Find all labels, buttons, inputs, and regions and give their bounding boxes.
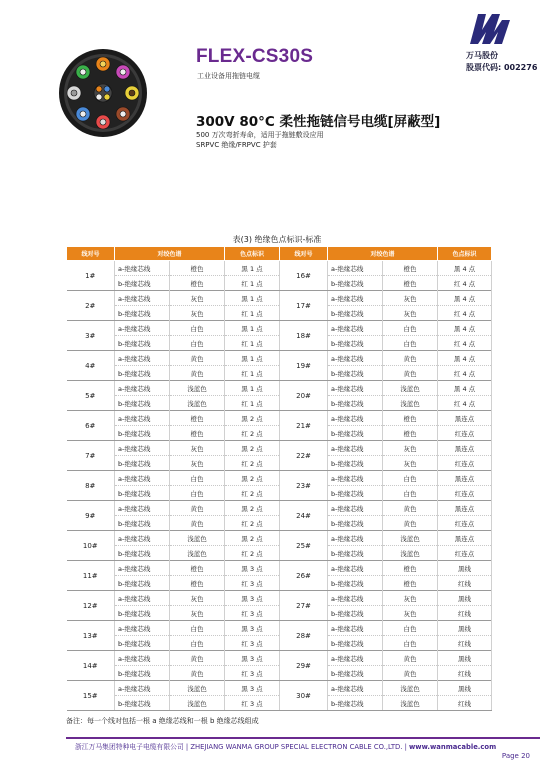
pair-number: 23# xyxy=(280,471,328,501)
table-header-row xyxy=(67,247,492,261)
table-row xyxy=(67,666,492,681)
dot-mark: 黑连点 xyxy=(438,471,492,486)
dot-mark: 红 3 点 xyxy=(225,636,280,651)
dot-mark: 黑线 xyxy=(438,561,492,576)
dot-mark: 黑 2 点 xyxy=(225,441,280,456)
dot-mark: 黑 4 点 xyxy=(438,291,492,306)
table-row xyxy=(67,591,492,606)
wire-name: a-绝缘芯线 xyxy=(115,351,170,366)
wire-name: a-绝缘芯线 xyxy=(328,621,383,636)
dot-mark: 红 3 点 xyxy=(225,666,280,681)
wire-name: a-绝缘芯线 xyxy=(328,681,383,696)
dot-mark: 红线 xyxy=(438,696,492,711)
table-row xyxy=(67,261,492,276)
wire-name: b-绝缘芯线 xyxy=(328,486,383,501)
wire-color: 白色 xyxy=(170,336,225,351)
wire-color: 浅蓝色 xyxy=(170,681,225,696)
table-row xyxy=(67,306,492,321)
dot-mark: 黑 4 点 xyxy=(438,261,492,276)
wire-name: a-绝缘芯线 xyxy=(115,291,170,306)
pair-number: 18# xyxy=(280,321,328,351)
dot-mark: 黑 2 点 xyxy=(225,411,280,426)
wire-name: b-绝缘芯线 xyxy=(115,456,170,471)
wire-color: 橙色 xyxy=(383,411,438,426)
wire-color: 橙色 xyxy=(170,561,225,576)
wire-color: 黄色 xyxy=(383,501,438,516)
wire-color: 白色 xyxy=(383,336,438,351)
pair-number: 30# xyxy=(280,681,328,711)
wire-color: 橙色 xyxy=(170,426,225,441)
wire-name: b-绝缘芯线 xyxy=(328,576,383,591)
table-row xyxy=(67,651,492,666)
dot-mark: 黑 3 点 xyxy=(225,561,280,576)
dot-mark: 红 1 点 xyxy=(225,336,280,351)
wire-name: b-绝缘芯线 xyxy=(115,306,170,321)
wire-color: 白色 xyxy=(383,471,438,486)
table-note: 备注：每一个线对包括一根 a 绝缘芯线和一根 b 绝缘芯线组成 xyxy=(66,717,259,725)
dot-mark: 红连点 xyxy=(438,456,492,471)
dot-mark: 黑连点 xyxy=(438,411,492,426)
dot-mark: 红 3 点 xyxy=(225,576,280,591)
dot-mark: 红 4 点 xyxy=(438,276,492,291)
pair-number: 12# xyxy=(67,591,115,621)
pair-number: 13# xyxy=(67,621,115,651)
wire-name: b-绝缘芯线 xyxy=(328,366,383,381)
wire-name: b-绝缘芯线 xyxy=(115,396,170,411)
pair-number: 25# xyxy=(280,531,328,561)
table-row xyxy=(67,501,492,516)
wire-name: b-绝缘芯线 xyxy=(115,576,170,591)
wire-name: b-绝缘芯线 xyxy=(328,606,383,621)
wire-name: b-绝缘芯线 xyxy=(115,366,170,381)
dot-mark: 黑线 xyxy=(438,621,492,636)
table-row xyxy=(67,351,492,366)
wire-color: 黄色 xyxy=(383,666,438,681)
dot-mark: 红 4 点 xyxy=(438,306,492,321)
company-name: 万马股份 xyxy=(466,51,498,60)
wire-name: a-绝缘芯线 xyxy=(328,321,383,336)
dot-mark: 红连点 xyxy=(438,516,492,531)
wire-name: b-绝缘芯线 xyxy=(328,636,383,651)
table-row xyxy=(67,321,492,336)
dot-mark: 黑连点 xyxy=(438,441,492,456)
wire-name: a-绝缘芯线 xyxy=(115,501,170,516)
table-row xyxy=(67,696,492,711)
dot-mark: 红连点 xyxy=(438,546,492,561)
table-row xyxy=(67,576,492,591)
dot-mark: 红 3 点 xyxy=(225,696,280,711)
table-row xyxy=(67,456,492,471)
dot-mark: 红线 xyxy=(438,576,492,591)
dot-mark: 红 2 点 xyxy=(225,456,280,471)
header-twist-colors: 对绞色谱 xyxy=(115,247,225,261)
pair-number: 6# xyxy=(67,411,115,441)
wire-name: a-绝缘芯线 xyxy=(115,381,170,396)
wire-color: 浅蓝色 xyxy=(383,396,438,411)
dot-mark: 黑 3 点 xyxy=(225,651,280,666)
dot-mark: 黑 3 点 xyxy=(225,591,280,606)
wire-name: a-绝缘芯线 xyxy=(115,621,170,636)
wire-name: b-绝缘芯线 xyxy=(115,336,170,351)
table-row xyxy=(67,381,492,396)
footer-divider xyxy=(66,737,540,739)
pair-number: 5# xyxy=(67,381,115,411)
pair-number: 14# xyxy=(67,651,115,681)
wire-color: 黄色 xyxy=(170,666,225,681)
dot-mark: 黑连点 xyxy=(438,531,492,546)
table-row xyxy=(67,471,492,486)
dot-mark: 黑 4 点 xyxy=(438,351,492,366)
dot-mark: 黑 1 点 xyxy=(225,291,280,306)
page-headline: 300V 80°C 柔性拖链信号电缆[屏蔽型] xyxy=(196,114,441,130)
wire-color: 灰色 xyxy=(170,441,225,456)
product-subtitle: 工业设备用拖链电缆 xyxy=(197,72,260,80)
wire-name: a-绝缘芯线 xyxy=(328,501,383,516)
table-row xyxy=(67,441,492,456)
pair-number: 19# xyxy=(280,351,328,381)
dot-mark: 红 1 点 xyxy=(225,396,280,411)
table-row xyxy=(67,291,492,306)
wire-name: b-绝缘芯线 xyxy=(115,516,170,531)
wire-name: b-绝缘芯线 xyxy=(328,696,383,711)
dot-mark: 红 1 点 xyxy=(225,366,280,381)
dot-mark: 红线 xyxy=(438,606,492,621)
wire-color: 白色 xyxy=(170,321,225,336)
pair-number: 17# xyxy=(280,291,328,321)
dot-mark: 红 2 点 xyxy=(225,546,280,561)
table-row xyxy=(67,531,492,546)
stock-code: 股票代码: 002276 xyxy=(466,63,538,72)
wire-color: 橙色 xyxy=(383,561,438,576)
wanma-logo xyxy=(464,12,514,46)
wire-color: 白色 xyxy=(170,471,225,486)
dot-mark: 红 4 点 xyxy=(438,396,492,411)
table-row xyxy=(67,366,492,381)
table-row xyxy=(67,396,492,411)
wire-name: a-绝缘芯线 xyxy=(328,591,383,606)
dot-mark: 黑 1 点 xyxy=(225,261,280,276)
wire-color: 橙色 xyxy=(170,276,225,291)
wire-name: a-绝缘芯线 xyxy=(328,261,383,276)
dot-mark: 黑 1 点 xyxy=(225,351,280,366)
pair-number: 21# xyxy=(280,411,328,441)
wire-name: a-绝缘芯线 xyxy=(115,261,170,276)
wire-color: 橙色 xyxy=(383,426,438,441)
wire-name: b-绝缘芯线 xyxy=(115,426,170,441)
wire-name: b-绝缘芯线 xyxy=(115,486,170,501)
dot-mark: 红线 xyxy=(438,666,492,681)
header-twist-colors: 对绞色谱 xyxy=(328,247,438,261)
dot-mark: 黑 4 点 xyxy=(438,381,492,396)
wire-name: b-绝缘芯线 xyxy=(115,666,170,681)
footer-text xyxy=(75,741,496,751)
wire-name: a-绝缘芯线 xyxy=(115,411,170,426)
dot-mark: 红 1 点 xyxy=(225,306,280,321)
wire-color: 黄色 xyxy=(170,366,225,381)
pair-number: 24# xyxy=(280,501,328,531)
wire-color: 灰色 xyxy=(170,456,225,471)
footer-url-link[interactable]: www.wanmacable.com xyxy=(409,743,497,751)
wire-color: 白色 xyxy=(383,636,438,651)
pair-number: 3# xyxy=(67,321,115,351)
wire-color: 灰色 xyxy=(383,606,438,621)
wire-color: 白色 xyxy=(383,321,438,336)
wire-name: a-绝缘芯线 xyxy=(328,471,383,486)
wire-name: b-绝缘芯线 xyxy=(115,546,170,561)
wire-name: b-绝缘芯线 xyxy=(328,336,383,351)
wire-color: 黄色 xyxy=(170,501,225,516)
wire-color: 浅蓝色 xyxy=(170,531,225,546)
pair-number: 11# xyxy=(67,561,115,591)
pair-number: 28# xyxy=(280,621,328,651)
wire-color: 浅蓝色 xyxy=(170,396,225,411)
pair-number: 2# xyxy=(67,291,115,321)
wire-color: 白色 xyxy=(383,486,438,501)
pair-number: 10# xyxy=(67,531,115,561)
wire-name: a-绝缘芯线 xyxy=(328,531,383,546)
pair-number: 20# xyxy=(280,381,328,411)
wire-color: 黄色 xyxy=(383,366,438,381)
dot-mark: 红 2 点 xyxy=(225,516,280,531)
header-pair-no: 线对号 xyxy=(280,247,328,261)
wire-color: 浅蓝色 xyxy=(383,546,438,561)
table-row xyxy=(67,621,492,636)
header-dot-mark: 色点标识 xyxy=(438,247,492,261)
pair-number: 1# xyxy=(67,261,115,291)
table-caption: 表(3) 绝缘色点标识-标准 xyxy=(232,235,322,244)
page-number: Page 20 xyxy=(501,752,530,760)
dot-mark: 红 4 点 xyxy=(438,336,492,351)
dot-mark: 黑 2 点 xyxy=(225,531,280,546)
table-row xyxy=(67,561,492,576)
wire-color: 黄色 xyxy=(170,651,225,666)
dot-mark: 黑 1 点 xyxy=(225,381,280,396)
wire-name: a-绝缘芯线 xyxy=(115,651,170,666)
wire-name: a-绝缘芯线 xyxy=(115,681,170,696)
wire-name: b-绝缘芯线 xyxy=(328,276,383,291)
dot-mark: 黑 2 点 xyxy=(225,471,280,486)
description-line-2: SRPVC 绝缘/FRPVC 护套 xyxy=(196,141,277,149)
pair-number: 4# xyxy=(67,351,115,381)
wire-color: 灰色 xyxy=(383,306,438,321)
dot-mark: 红连点 xyxy=(438,486,492,501)
wire-color: 浅蓝色 xyxy=(170,381,225,396)
wire-color: 橙色 xyxy=(170,576,225,591)
wire-color: 浅蓝色 xyxy=(383,531,438,546)
wire-name: a-绝缘芯线 xyxy=(328,441,383,456)
dot-mark: 黑 2 点 xyxy=(225,501,280,516)
product-code: FLEX-CS30S xyxy=(196,46,314,67)
dot-mark: 黑线 xyxy=(438,651,492,666)
wire-name: b-绝缘芯线 xyxy=(328,546,383,561)
dot-mark: 黑连点 xyxy=(438,501,492,516)
wire-color: 灰色 xyxy=(170,306,225,321)
wire-color: 橙色 xyxy=(383,276,438,291)
wire-color: 浅蓝色 xyxy=(383,696,438,711)
table-row xyxy=(67,276,492,291)
table-row xyxy=(67,516,492,531)
pair-number: 29# xyxy=(280,651,328,681)
wire-name: b-绝缘芯线 xyxy=(328,456,383,471)
wire-name: a-绝缘芯线 xyxy=(328,651,383,666)
wire-color: 灰色 xyxy=(170,591,225,606)
wire-name: a-绝缘芯线 xyxy=(115,591,170,606)
dot-mark: 红 2 点 xyxy=(225,486,280,501)
wire-name: b-绝缘芯线 xyxy=(115,276,170,291)
wire-color: 白色 xyxy=(170,486,225,501)
wire-name: a-绝缘芯线 xyxy=(115,531,170,546)
wire-color: 灰色 xyxy=(383,456,438,471)
wire-color: 白色 xyxy=(170,621,225,636)
pair-number: 26# xyxy=(280,561,328,591)
pair-number: 16# xyxy=(280,261,328,291)
wire-name: a-绝缘芯线 xyxy=(328,561,383,576)
wire-name: a-绝缘芯线 xyxy=(328,411,383,426)
dot-mark: 黑 4 点 xyxy=(438,321,492,336)
dot-mark: 黑线 xyxy=(438,591,492,606)
wire-color: 黄色 xyxy=(383,516,438,531)
wire-color: 浅蓝色 xyxy=(170,696,225,711)
table-row xyxy=(67,636,492,651)
header-pair-no: 线对号 xyxy=(67,247,115,261)
wire-name: b-绝缘芯线 xyxy=(328,516,383,531)
wire-name: b-绝缘芯线 xyxy=(115,636,170,651)
dot-mark: 红连点 xyxy=(438,426,492,441)
wire-color: 灰色 xyxy=(383,591,438,606)
wire-color: 浅蓝色 xyxy=(383,681,438,696)
wire-name: b-绝缘芯线 xyxy=(115,696,170,711)
wire-name: a-绝缘芯线 xyxy=(328,381,383,396)
dot-mark: 红 4 点 xyxy=(438,366,492,381)
wire-color: 黄色 xyxy=(170,351,225,366)
dot-mark: 红线 xyxy=(438,636,492,651)
header-dot-mark: 色点标识 xyxy=(225,247,280,261)
wire-color: 白色 xyxy=(383,621,438,636)
description-line-1: 500 万次弯折寿命，适用于拖链敷设应用 xyxy=(196,131,324,139)
wire-name: b-绝缘芯线 xyxy=(328,306,383,321)
wire-color: 黄色 xyxy=(170,516,225,531)
wire-name: a-绝缘芯线 xyxy=(115,321,170,336)
pair-number: 9# xyxy=(67,501,115,531)
wire-color: 黄色 xyxy=(383,651,438,666)
wire-name: a-绝缘芯线 xyxy=(115,471,170,486)
wire-name: a-绝缘芯线 xyxy=(328,291,383,306)
wire-name: b-绝缘芯线 xyxy=(328,426,383,441)
wire-name: b-绝缘芯线 xyxy=(115,606,170,621)
pair-number: 27# xyxy=(280,591,328,621)
wire-color: 浅蓝色 xyxy=(383,381,438,396)
wire-color: 橙色 xyxy=(383,576,438,591)
wire-color: 白色 xyxy=(170,636,225,651)
footer-company: 浙江万马集团特种电子电缆有限公司 | ZHEJIANG WANMA GROUP SPECIAL ELECTRON CABLE CO.,LTD. | xyxy=(75,743,410,751)
dot-mark: 红 1 点 xyxy=(225,276,280,291)
wire-color: 灰色 xyxy=(170,606,225,621)
wire-color: 橙色 xyxy=(170,411,225,426)
dot-mark: 黑 3 点 xyxy=(225,681,280,696)
table-row xyxy=(67,546,492,561)
table-row xyxy=(67,486,492,501)
table-row xyxy=(67,336,492,351)
wire-color: 灰色 xyxy=(383,291,438,306)
pair-number: 15# xyxy=(67,681,115,711)
table-row xyxy=(67,606,492,621)
wire-name: a-绝缘芯线 xyxy=(115,441,170,456)
wire-color: 黄色 xyxy=(383,351,438,366)
wire-color: 浅蓝色 xyxy=(170,546,225,561)
wire-name: a-绝缘芯线 xyxy=(115,561,170,576)
dot-mark: 黑 3 点 xyxy=(225,621,280,636)
wire-color: 灰色 xyxy=(383,441,438,456)
wire-color: 橙色 xyxy=(170,261,225,276)
color-code-table xyxy=(66,246,492,711)
cable-cross-section-image xyxy=(58,48,148,138)
dot-mark: 黑 1 点 xyxy=(225,321,280,336)
pair-number: 22# xyxy=(280,441,328,471)
dot-mark: 红 2 点 xyxy=(225,426,280,441)
wire-color: 灰色 xyxy=(170,291,225,306)
pair-number: 8# xyxy=(67,471,115,501)
table-row xyxy=(67,681,492,696)
dot-mark: 红 3 点 xyxy=(225,606,280,621)
wire-color: 橙色 xyxy=(383,261,438,276)
table-row xyxy=(67,411,492,426)
wire-name: a-绝缘芯线 xyxy=(328,351,383,366)
pair-number: 7# xyxy=(67,441,115,471)
dot-mark: 黑线 xyxy=(438,681,492,696)
wire-name: b-绝缘芯线 xyxy=(328,666,383,681)
table-row xyxy=(67,426,492,441)
wire-name: b-绝缘芯线 xyxy=(328,396,383,411)
